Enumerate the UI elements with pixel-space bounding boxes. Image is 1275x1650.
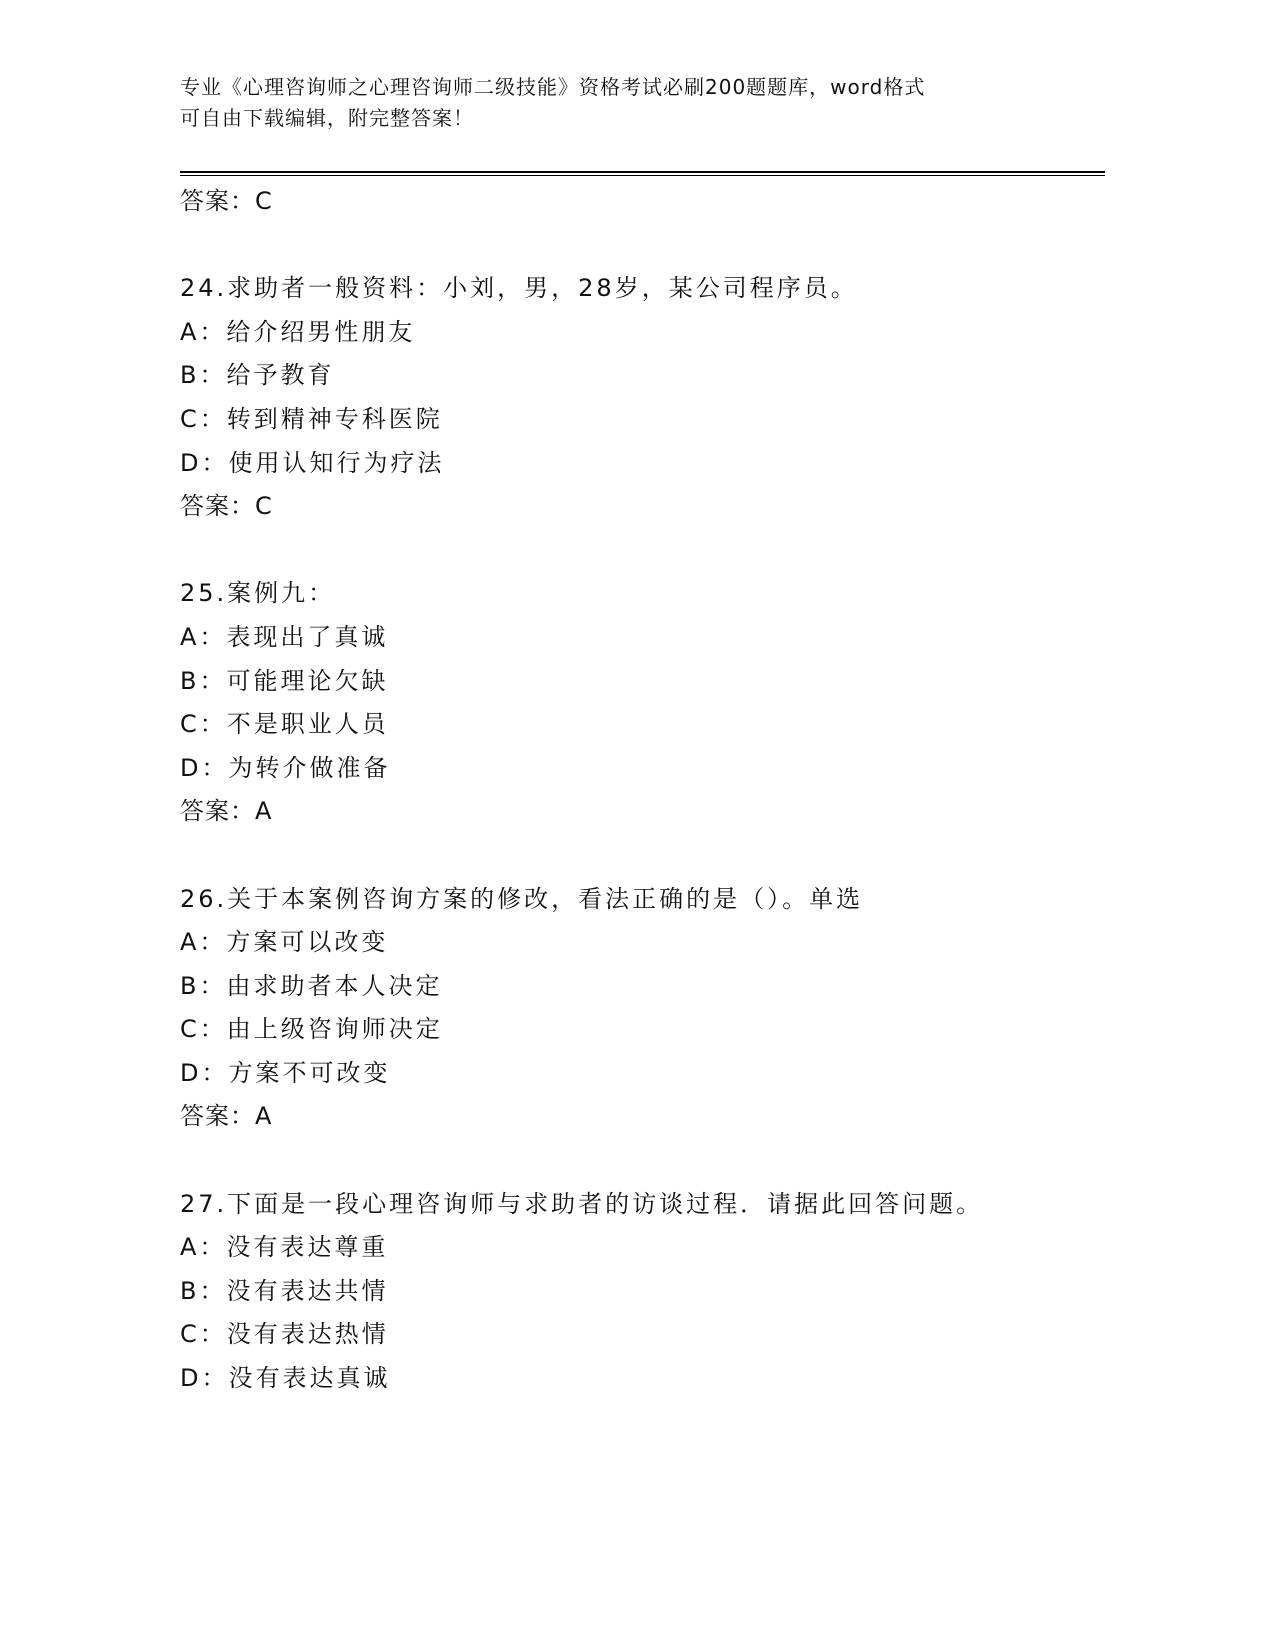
option-item: A：给介绍男性朋友 (180, 317, 416, 346)
option-item: D：没有表达真诚 (180, 1364, 391, 1393)
question-text: 27.下面是一段心理咨询师与求助者的访谈过程．请据此回答问题。 (180, 1189, 984, 1218)
option-item: B：没有表达共情 (180, 1276, 389, 1305)
answer-line: 答案：A (180, 1102, 273, 1131)
option-item: C：转到精神专科医院 (180, 404, 443, 433)
option-item: B：给予教育 (180, 361, 335, 390)
header-line-2: 可自由下载编辑，附完整答案！ (180, 106, 474, 130)
option-item: B：可能理论欠缺 (180, 666, 389, 695)
question-text: 26.关于本案例咨询方案的修改，看法正确的是（）。单选 (180, 884, 864, 913)
option-item: D：使用认知行为疗法 (180, 448, 445, 477)
option-item: C：由上级咨询师决定 (180, 1015, 443, 1044)
option-item: A：表现出了真诚 (180, 622, 389, 651)
page-header (180, 72, 1040, 134)
header-line-1: 专业《心理咨询师之心理咨询师二级技能》资格考试必刷200题题库，word格式 (180, 75, 926, 99)
option-item: D：为转介做准备 (180, 753, 391, 782)
question-block (180, 878, 1105, 1183)
question-block (180, 1183, 1105, 1401)
answer-line: 答案：C (180, 187, 273, 215)
question-list (180, 180, 1105, 1401)
question-block (180, 572, 1105, 877)
option-item: D：方案不可改变 (180, 1058, 391, 1087)
question-block (180, 267, 1105, 572)
answer-line: 答案：A (180, 797, 273, 826)
option-item: A：方案可以改变 (180, 928, 389, 957)
option-item: B：由求助者本人决定 (180, 971, 443, 1000)
option-item: A：没有表达尊重 (180, 1233, 389, 1262)
option-item: C：不是职业人员 (180, 710, 389, 739)
header-rule-top (180, 171, 1105, 173)
question-text: 25.案例九： (180, 579, 336, 608)
question-text: 24.求助者一般资料：小刘，男，28岁，某公司程序员。 (180, 274, 858, 303)
answer-line: 答案：C (180, 492, 273, 521)
option-item: C：没有表达热情 (180, 1320, 389, 1349)
header-rule-bottom (180, 175, 1105, 176)
